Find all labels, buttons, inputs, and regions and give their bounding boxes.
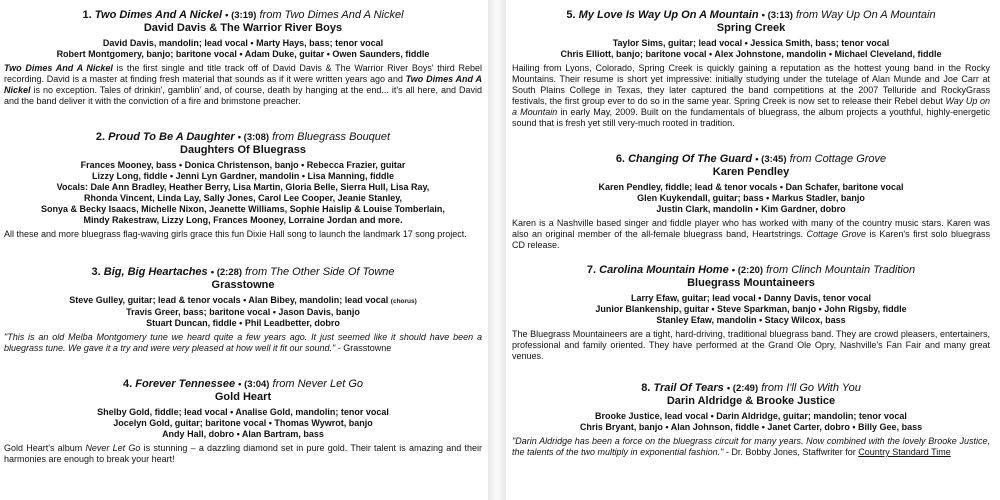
credits-line: Mindy Rakestraw, Lizzy Long, Frances Mooney, Lorraine Jordan and more. <box>83 215 403 225</box>
track-header: 1. Two Dimes And A Nickel • (3:19) from Two Dimes And A Nickel <box>82 9 404 21</box>
track-duration: (3:19) <box>231 10 257 21</box>
track-8 <box>512 382 990 458</box>
track-description: Gold Heart's album Never Let Go is stunning – a dazzling diamond set in pure gold. Their talent is amazing and their harmonies are enough to break your heart! <box>4 443 482 464</box>
track-2 <box>4 131 482 240</box>
track-duration: (2:28) <box>216 267 243 278</box>
from-label: from <box>795 9 818 21</box>
artist-name: Daughters Of Bluegrass <box>180 144 306 156</box>
from-label: from <box>245 266 268 278</box>
track-header: 5. My Love Is Way Up On A Mountain • (3:13) from Way Up On A Mountain <box>566 9 936 21</box>
credits-line: Rhonda Vincent, Linda Lay, Sally Jones, Carol Lee Cooper, Jeanie Stanley, <box>83 193 403 203</box>
track-quote: "Darin Aldridge has been a force on the bluegrass circuit for many years. Now combined with the lovely Brooke Justice, the talents of the two multiply in exponential fashion." - Dr. Bobby Jones, Staffwriter for Country Standard Time <box>512 436 990 457</box>
album-title: Never Let Go <box>297 378 364 390</box>
track-description: The Bluegrass Mountaineers are a tight, hard-driving, traditional bluegrass band. They are crowd pleasers, entertainers, professional and family oriented. They have performed at the Grand Ole Opry, Nashville's Fan Fair and many great venues. <box>512 329 990 361</box>
track-title: Two Dimes And A Nickel <box>94 9 223 21</box>
track-4 <box>4 378 482 465</box>
track-duration: (2:20) <box>737 265 764 276</box>
country-standard-time-link: Country Standard Time <box>858 447 951 457</box>
credits-line: Brooke Justice, lead vocal • Darin Aldridge, guitar; mandolin; tenor vocal <box>595 411 907 421</box>
album-title: Clinch Mountain Tradition <box>791 264 916 276</box>
credits-line: Steve Gulley, guitar; lead & tenor vocals • Alan Bibey, mandolin; lead vocal (chorus) <box>69 295 417 305</box>
track-title: Trail Of Tears <box>653 382 724 394</box>
credits-line: Chris Elliott, banjo; baritone vocal • Alex Johnstone, mandolin • Michael Cleveland, fiddle <box>560 49 942 59</box>
credits-line: Vocals: Dale Ann Bradley, Heather Berry, Lisa Martin, Gloria Belle, Sierra Hull, Lisa Ray, <box>56 182 430 192</box>
track-6 <box>512 153 990 251</box>
track-duration: (3:08) <box>243 132 270 143</box>
track-header: 8. Trail Of Tears • (2:49) from I'll Go With You <box>641 382 861 394</box>
credits-line: Travis Greer, bass; baritone vocal • Jason Davis, banjo <box>126 307 360 317</box>
track-title: Carolina Mountain Home <box>599 264 729 276</box>
artist-name: Karen Pendley <box>712 166 790 178</box>
track-title: Changing Of The Guard <box>628 153 753 165</box>
album-title: Bluegrass Bouquet <box>297 131 391 143</box>
track-number: 3. <box>91 266 101 278</box>
track-header: 4. Forever Tennessee • (3:04) from Never Let Go <box>122 378 364 390</box>
artist-name: Darin Aldridge & Brooke Justice <box>666 395 836 407</box>
track-5 <box>512 9 990 129</box>
track-header: 7. Carolina Mountain Home • (2:20) from Clinch Mountain Tradition <box>586 264 916 276</box>
chorus-note: (chorus) <box>390 298 417 305</box>
track-header: 2. Proud To Be A Daughter • (3:08) from Bluegrass Bouquet <box>95 131 391 143</box>
credits-line: Robert Montgomery, banjo; baritone vocal • Adam Duke, guitar • Owen Saunders, fiddle <box>56 49 430 59</box>
track-header: 3. Big, Big Heartaches • (2:28) from The Other Side Of Towne <box>91 266 395 278</box>
album-title: Cottage Grove <box>814 153 887 165</box>
album-title: I'll Go With You <box>786 382 861 394</box>
track-number: 8. <box>641 382 651 394</box>
track-duration: (2:49) <box>732 383 759 394</box>
artist-name: Gold Heart <box>214 391 272 403</box>
artist-name: Spring Creek <box>716 22 786 34</box>
album-title: Way Up On A Mountain <box>821 9 936 21</box>
track-number: 2. <box>95 131 106 143</box>
track-title: My Love Is Way Up On A Mountain <box>578 9 759 21</box>
credits-line: Jocelyn Gold, guitar; baritone vocal • Thomas Wywrot, banjo <box>113 418 373 428</box>
from-label: from <box>259 9 282 21</box>
track-description: Karen is a Nashville based singer and fiddle player who has worked with many of the country music stars. Karen was also an original member of the all-female bluegrass band, Heartstrings. Cottage Grove is Karen's first solo bluegrass CD release. <box>512 218 990 250</box>
credits-line: Stuart Duncan, fiddle • Phil Leadbetter, dobro <box>146 318 340 328</box>
track-duration: (3:04) <box>244 379 270 390</box>
credits-line: Lizzy Long, fiddle • Jenni Lyn Gardner, mandolin • Lisa Manning, fiddle <box>92 171 394 181</box>
track-title: Proud To Be A Daughter <box>108 131 235 143</box>
artist-name: David Davis & The Warrior River Boys <box>143 22 343 34</box>
credits-line: Karen Pendley, fiddle; lead & tenor vocals • Dan Schafer, baritone vocal <box>598 182 904 192</box>
artist-name: Bluegrass Mountaineers <box>687 277 815 289</box>
track-title: Big, Big Heartaches <box>103 266 208 278</box>
right-page <box>508 0 994 500</box>
track-description: All these and more bluegrass flag-waving girls grace this fun Dixie Hall song to launch the landmark 17 song project. <box>4 229 467 239</box>
album-title: The Other Side Of Towne <box>270 266 395 278</box>
credits-line: Frances Mooney, bass • Donica Christenson, banjo • Rebecca Frazier, guitar <box>80 160 406 170</box>
credits-line: Justin Clark, mandolin • Kim Gardner, dobro <box>656 204 846 214</box>
credits-line: David Davis, mandolin; lead vocal • Marty Hays, bass; tenor vocal <box>102 38 384 48</box>
credits-line: Glen Kuykendall, guitar; bass • Markus Stadler, banjo <box>637 193 865 203</box>
page-fold <box>488 0 506 500</box>
track-duration: (3:45) <box>761 154 787 165</box>
credits-line: Stanley Efaw, mandolin • Stacy Wilcox, bass <box>656 315 846 325</box>
track-number: 7. <box>586 264 597 276</box>
track-number: 6. <box>615 153 625 165</box>
track-number: 5. <box>566 9 576 21</box>
credits-line: Junior Blankenship, guitar • Steve Sparkman, banjo • John Rigsby, fiddle <box>595 304 907 314</box>
from-label: from <box>761 382 784 394</box>
from-label: from <box>789 153 812 165</box>
from-label: from <box>272 131 295 143</box>
track-description: Hailing from Lyons, Colorado, Spring Creek is quickly gaining a reputation as the hottest young band in the Rocky Mountains. Their resume is short yet impressive: initially studying under the tutelage of Alan Munde and Joe Carr at South Plains College in Texas, they later captured the band competitions at the 2007 Telluride and RockyGrass festivals, the first group ever to do so in the same year. Spring Creek is now set to release their Rebel debut Way Up on a Mountain in early May, 2009. Built on the fundamentals of bluegrass, the album projects a youthful, highly-energetic sound that is fresh yet still very-much rooted in tradition. <box>512 63 990 128</box>
credits-line: Taylor Sims, guitar; lead vocal • Jessica Smith, bass; tenor vocal <box>612 38 890 48</box>
from-label: from <box>766 264 789 276</box>
credits-line: Sonya & Becky Isaacs, Michelle Nixon, Jeanette Williams, Sophie Haislip & Louise Tomberlain, <box>41 204 445 214</box>
track-duration: (3:13) <box>767 10 793 21</box>
track-number: 4. <box>122 378 133 390</box>
track-title: Forever Tennessee <box>135 378 236 390</box>
left-page <box>0 0 486 500</box>
credits-line: Andy Hall, dobro • Alan Bartram, bass <box>162 429 324 439</box>
from-label: from <box>272 378 295 390</box>
artist-name: Grasstowne <box>211 279 275 291</box>
track-quote: "This is an old Melba Montgomery tune we heard quite a few years ago. It just seemed like it should have been a bluegrass tune. We gave it a try and were very pleased at how well it fit our sound." - Grasstowne <box>4 332 482 353</box>
track-number: 1. <box>82 9 92 21</box>
credits-line: Shelby Gold, fiddle; lead vocal • Analise Gold, mandolin; tenor vocal <box>97 407 389 417</box>
credits-line: Chris Bryant, banjo • Alan Johnson, fiddle • Janet Carter, dobro • Billy Gee, bass <box>579 422 923 432</box>
album-title: Two Dimes And A Nickel <box>284 9 404 21</box>
track-3 <box>4 266 482 354</box>
track-description: Two Dimes And A Nickel is the first single and title track off of David Davis & The Warrior River Boys' third Rebel recording. David is a master at finding fresh material that sounds as if it were written years ago and Two Dimes And A Nickel is no exception. Tales of drinkin', gamblin' and, of course, death by hanging at the end... it's all here, and David and the band deliver it with the conviction of a fire and brimstone preacher. <box>4 63 482 106</box>
track-1 <box>4 9 482 107</box>
credits-line: Larry Efaw, guitar; lead vocal • Danny Davis, tenor vocal <box>631 293 871 303</box>
track-header: 6. Changing Of The Guard • (3:45) from Cottage Grove <box>615 153 887 165</box>
track-7 <box>512 264 990 362</box>
